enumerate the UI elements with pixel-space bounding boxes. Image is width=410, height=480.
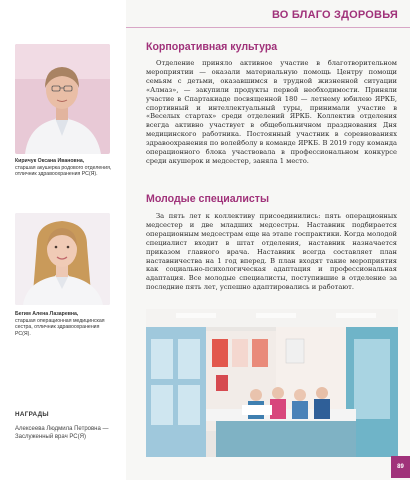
person-role: старшая акушерка родового отделения, отличник здравоохранения РС(Я). — [15, 164, 112, 178]
person-name: Киричук Оксана Ивановна, — [15, 158, 85, 164]
portrait-photo-1 — [15, 44, 110, 154]
section-body-young-specialists: За пять лет к коллективу присоединились: пять операционных медсестер и две младших медсестры. Наставник подбирается операционным медсестрам еще на этапе госпрактики. Когда молодой специалист входит в штат отделения, наставник назначается приказом главного врача. Наставник всегда составляет план наставничества на 1 год вперед. В план входят такие мероприятия как социально-психологическая адаптация и профессиональная адаптация. Все молодые специалисты, поступившие в отделение за последние пять лет, успешно адаптировались и работают. — [146, 212, 397, 292]
section-body-corporate-culture: Отделение приняло активное участие в благотворительном мероприятии — оказали материальную помощь Центру помощи семьям с детьми, оказавшимся в трудной жизненной ситуации «Алмаз», — закупили продукты первой необходимости. Приняли участие в Спартакиаде посвященной 180 — летнему юбилею ЯРКБ, спортивный и интеллектуальный туры, принимали участие в «Веселых стартах» среди отделений ЯРКБ. Коллектив отделения всегда активно участвует в общебольничном празднования Дня медицинского работника. Постоянный участник в соревнованиях здравоохранения по волейболу в команде ЯРКБ. В 2019 году команда операционного блока участвовала в профессиональном конкурсе среди акушерок и медсестер, заняла 1 место. — [146, 59, 397, 165]
team-photo — [146, 309, 398, 457]
header-rule — [126, 27, 410, 28]
portrait-photo-2 — [15, 213, 110, 305]
page-number: 89 — [391, 456, 410, 478]
section-header: ВО БЛАГО ЗДОРОВЬЯ — [271, 9, 398, 21]
section-heading-corporate-culture: Корпоративная культура — [146, 41, 278, 53]
portrait-caption-2 — [15, 311, 115, 337]
person-name: Бегим Алена Лазаревна, — [15, 311, 79, 317]
awards-title: НАГРАДЫ — [15, 411, 49, 418]
awards-text: Алексеева Людмила Петровна — Заслуженный врач РС(Я) — [15, 426, 109, 440]
section-heading-young-specialists: Молодые специалисты — [146, 193, 270, 205]
portrait-caption-1 — [15, 158, 115, 178]
person-role: старшая операционная медицинская сестра, отличник здравоохранения РС(Я). — [15, 317, 105, 337]
